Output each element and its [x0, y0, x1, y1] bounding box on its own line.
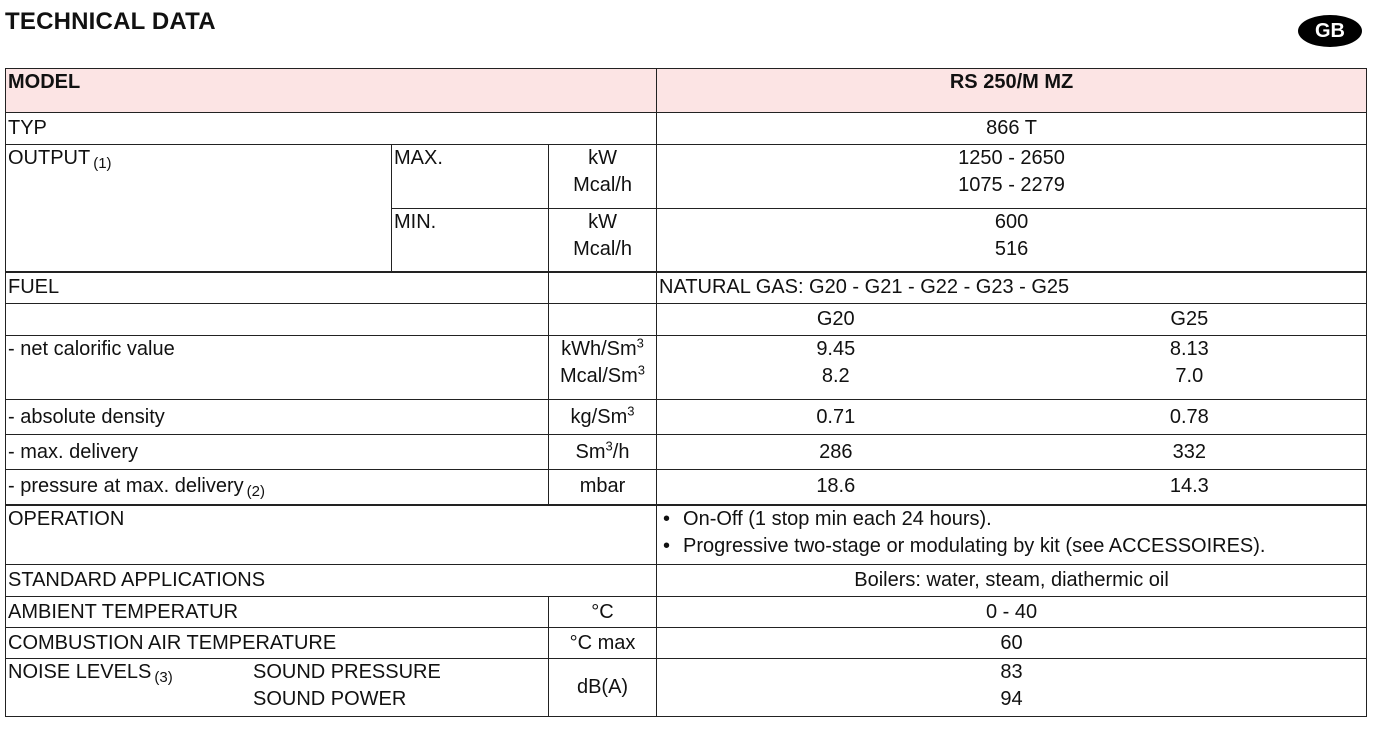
- output-label: OUTPUT: [8, 147, 91, 169]
- unit-sup: 3: [605, 437, 613, 453]
- unit-sup: 3: [637, 362, 646, 378]
- noise-row: [6, 659, 1367, 717]
- applications-value: Boilers: water, steam, diathermic oil: [657, 565, 1367, 597]
- calorific-g20: [659, 336, 1013, 390]
- empty-cell: [6, 304, 549, 336]
- gas-col-g25: G25: [1170, 308, 1209, 330]
- operation-item: • Progressive two-stage or modulating by kit (see ACCESSOIRES).: [659, 533, 1366, 560]
- calorific-label: - net calorific value: [6, 336, 549, 400]
- noise-sound-power: SOUND POWER: [253, 688, 407, 710]
- fuel-unit-empty: [549, 272, 657, 304]
- output-min-label: MIN.: [392, 209, 549, 272]
- output-min-kw: 600: [994, 211, 1029, 233]
- output-min-mcal: 516: [994, 238, 1029, 260]
- gas-columns-row: [6, 304, 1367, 336]
- density-values: [657, 400, 1367, 435]
- model-value: RS 250/M MZ: [657, 69, 1367, 113]
- empty-cell: [549, 304, 657, 336]
- output-min-values: [657, 209, 1367, 272]
- model-label: MODEL: [6, 69, 657, 113]
- noise-sublabels: [253, 659, 441, 713]
- noise-label: NOISE LEVELS: [8, 661, 152, 683]
- pressure-label: - pressure at max. delivery: [8, 474, 244, 497]
- output-label-cell: [6, 145, 392, 272]
- noise-power-value: 94: [1000, 688, 1023, 710]
- output-ref: (1): [93, 155, 112, 172]
- output-max-values: [657, 145, 1367, 209]
- noise-ref: (3): [154, 669, 173, 686]
- unit-text: Sm: [575, 440, 606, 463]
- page-title: TECHNICAL DATA: [5, 8, 216, 35]
- pressure-ref: (2): [246, 482, 265, 500]
- applications-row: [6, 565, 1367, 597]
- calorific-values: [657, 336, 1367, 400]
- output-max-units: [549, 145, 657, 209]
- unit-mcal: Mcal/h: [573, 174, 632, 196]
- value: 7.0: [1175, 365, 1204, 387]
- unit-kw: kW: [588, 147, 617, 169]
- density-row: [6, 400, 1367, 435]
- value: 8.13: [1169, 338, 1209, 360]
- unit-mcal-sm3: [549, 363, 656, 390]
- unit-sup: 3: [636, 335, 644, 351]
- output-min-units: [549, 209, 657, 272]
- typ-row: [6, 113, 1367, 145]
- typ-value: 866 T: [657, 113, 1367, 145]
- ambient-unit: °C: [549, 597, 657, 628]
- delivery-g25: 332: [1172, 440, 1206, 463]
- density-unit: [549, 400, 657, 435]
- unit-text: kWh/Sm: [561, 338, 637, 360]
- value: 9.45: [816, 338, 856, 360]
- density-label: - absolute density: [6, 400, 549, 435]
- output-max-mcal: 1075 - 2279: [958, 174, 1065, 196]
- output-max-kw: 1250 - 2650: [958, 147, 1065, 169]
- unit-sup: 3: [627, 402, 635, 418]
- noise-pressure-value: 83: [1000, 661, 1023, 683]
- unit-mcal: Mcal/h: [573, 238, 632, 260]
- delivery-values: [657, 435, 1367, 470]
- fuel-value: NATURAL GAS: G20 - G21 - G22 - G23 - G25: [657, 272, 1367, 304]
- applications-label: STANDARD APPLICATIONS: [6, 565, 657, 597]
- pressure-row: [6, 470, 1367, 505]
- delivery-row: [6, 435, 1367, 470]
- delivery-label: - max. delivery: [6, 435, 549, 470]
- pressure-values: [657, 470, 1367, 505]
- calorific-units: [549, 336, 657, 400]
- gas-col-g20: G20: [816, 308, 855, 330]
- operation-values: [657, 505, 1367, 565]
- unit-kw: kW: [588, 211, 617, 233]
- pressure-g20: 18.6: [816, 475, 856, 498]
- noise-values: [657, 659, 1367, 717]
- typ-label: TYP: [6, 113, 657, 145]
- noise-unit: dB(A): [549, 659, 657, 717]
- calorific-g25: [1013, 336, 1367, 390]
- unit-text: Mcal/Sm: [560, 365, 638, 387]
- operation-label: OPERATION: [6, 505, 657, 565]
- noise-sound-pressure: SOUND PRESSURE: [253, 661, 441, 683]
- combustion-row: [6, 628, 1367, 659]
- unit-text: kg/Sm: [570, 405, 628, 428]
- unit-text: /h: [612, 440, 630, 463]
- density-g25: 0.78: [1169, 405, 1209, 428]
- pressure-g25: 14.3: [1169, 475, 1209, 498]
- gas-columns: [657, 304, 1367, 336]
- output-max-row: [6, 145, 1367, 209]
- fuel-label: FUEL: [6, 272, 549, 304]
- delivery-g20: 286: [819, 440, 853, 463]
- pressure-label-cell: [6, 470, 549, 505]
- noise-label-wrap: [8, 659, 253, 713]
- technical-data-table: [5, 68, 1367, 717]
- language-badge: GB: [1298, 15, 1362, 47]
- ambient-row: [6, 597, 1367, 628]
- combustion-unit: °C max: [549, 628, 657, 659]
- noise-label-cell: [6, 659, 549, 717]
- delivery-unit: [549, 435, 657, 470]
- combustion-value: 60: [657, 628, 1367, 659]
- output-max-label: MAX.: [392, 145, 549, 209]
- fuel-row: [6, 272, 1367, 304]
- density-g20: 0.71: [816, 405, 856, 428]
- ambient-label: AMBIENT TEMPERATUR: [6, 597, 549, 628]
- model-row: [6, 69, 1367, 113]
- operation-item: • On-Off (1 stop min each 24 hours).: [659, 506, 1366, 533]
- operation-row: [6, 505, 1367, 565]
- unit-kwh-sm3: [549, 336, 656, 363]
- calorific-row: [6, 336, 1367, 400]
- ambient-value: 0 - 40: [657, 597, 1367, 628]
- pressure-unit: mbar: [549, 470, 657, 505]
- combustion-label: COMBUSTION AIR TEMPERATURE: [6, 628, 549, 659]
- value: 8.2: [821, 365, 850, 387]
